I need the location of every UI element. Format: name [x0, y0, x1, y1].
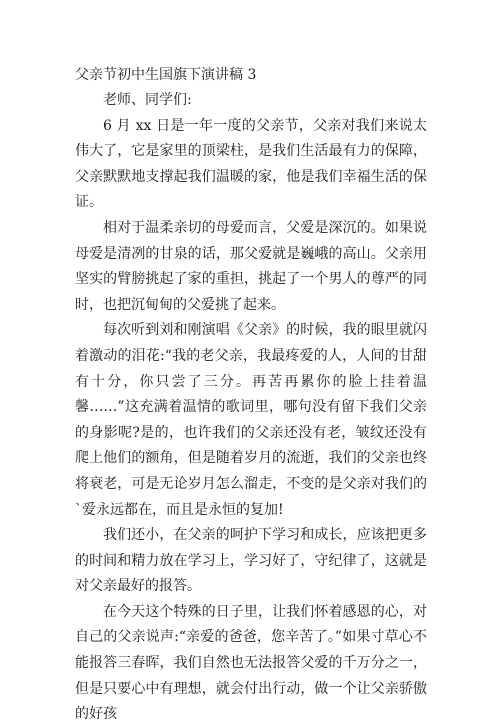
body-paragraph: 相对于温柔亲切的母爱而言，父爱是深沉的。如果说母爱是清冽的甘泉的话，那父爱就是巍峨的高山。父亲用坚实的臂膀挑起了家的重担，挑起了一个男人的尊严的同时，也把沉甸甸的父爱挑了起来。 — [75, 219, 427, 313]
body-paragraph: 每次听到刘和刚演唱《父亲》的时候，我的眼里就闪着激动的泪花:“我的老父亲，我最疼爱的人，人间的甘甜有十分，你只尝了三分。再苦再累你的脸上挂着温馨……”这充满着温情的歌词里，哪句没有留下我们父亲的身影呢?是的，也许我们的父亲还没有老，皱纹还没有爬上他们的额角，但是随着岁月的流逝，我们的父亲也终将衰老，可是无论岁月怎么溜走，不变的是父亲对我们的`爱永远都在，而且是永恒的复加! — [75, 322, 427, 518]
document-title: 父亲节初中生国旗下演讲稿 3 — [75, 67, 257, 83]
body-paragraph: 在今天这个特殊的日子里，让我们怀着感恩的心，对自己的父亲说声:“亲爱的爸爸，您辛苦了。”如果寸草心不能报答三春晖，我们自然也无法报答父爱的千万分之一，但是只要心中有理想，就会付出行动，做一个让父亲骄傲的好孩 — [75, 603, 427, 723]
salutation-paragraph: 老师、同学们: — [103, 92, 192, 108]
body-paragraph: 我们还小，在父亲的呵护下学习和成长，应该把更多的时间和精力放在学习上，学习好了，守纪律了，这就是对父亲最好的报答。 — [75, 527, 427, 595]
body-paragraph: 6 月 xx 日是一年一度的父亲节，父亲对我们来说太伟大了，它是家里的顶梁柱，是我们生活最有力的保障，父亲默默地支撑起我们温暖的家，他是我们幸福生活的保证。 — [75, 117, 427, 211]
document-body — [75, 88, 427, 728]
